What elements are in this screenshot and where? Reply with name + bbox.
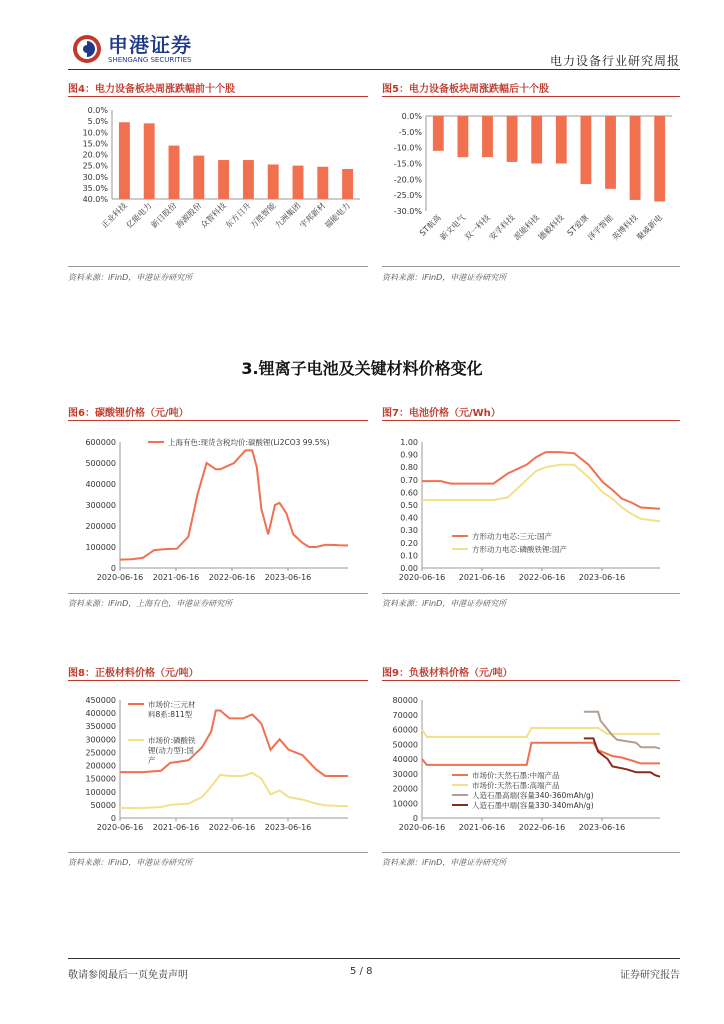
fig8-xtick: 2021-06-16 [152, 823, 200, 832]
fig7-ytick: 0.70 [400, 475, 418, 485]
fig5-bar [556, 116, 567, 164]
fig4-category-label: 新日股份 [149, 201, 179, 231]
fig7-title-rule [382, 420, 680, 421]
fig4-category-label: 九洲集团 [273, 201, 303, 231]
fig5-ytick: -20.0% [393, 175, 422, 185]
fig5-category-label: 聚威新电 [635, 213, 665, 243]
fig4-bar [293, 166, 304, 199]
fig9-ytick: 50000 [392, 740, 418, 750]
fig5-category-label: 泽宇智能 [585, 213, 615, 243]
fig4-ytick: 10.0% [82, 128, 108, 138]
fig4-title-rule [68, 96, 368, 97]
fig8-ytick: 350000 [85, 722, 116, 732]
fig8-source: 资料来源：iFinD，申港证券研究所 [68, 858, 193, 867]
fig7-ytick: 0.60 [400, 488, 418, 498]
fig6-source-rule [68, 593, 368, 594]
fig7-title: 图7：电池价格（元/Wh） [382, 408, 501, 419]
fig6-ytick: 200000 [85, 522, 116, 531]
fig6-xtick: 2021-06-16 [152, 573, 200, 582]
fig6-ytick: 400000 [85, 480, 116, 489]
fig4-bar [342, 169, 353, 199]
fig9-xtick: 2022-06-16 [518, 823, 566, 832]
fig5-title-rule [382, 96, 680, 97]
fig5-bar [457, 116, 468, 157]
fig5-source-rule [382, 266, 680, 267]
fig6-xtick: 2023-06-16 [264, 573, 312, 582]
fig5-category-label: 新文电气 [438, 213, 468, 243]
fig5-bar [531, 116, 542, 164]
fig4-ytick: 0.0% [87, 106, 108, 115]
fig4-bar [119, 122, 130, 199]
fig9-ytick: 70000 [392, 710, 418, 720]
fig8-legend-label: 产 [148, 756, 156, 765]
fig4-category-label: 万胜智能 [248, 201, 278, 231]
fig9-legend-label: 人造石墨高端(容量340-360mAh/g) [472, 791, 594, 800]
fig4-category-label: 正业科技 [99, 201, 129, 231]
fig5-bar [605, 116, 616, 189]
fig5-source: 资料来源：iFinD，申港证券研究所 [382, 273, 507, 282]
brand-emblem-icon [72, 34, 102, 64]
fig7-xtick: 2021-06-16 [458, 573, 506, 582]
fig4-ytick: 5.0% [87, 117, 108, 127]
fig9-ytick: 30000 [392, 769, 418, 779]
fig4-bar [193, 156, 204, 199]
fig8-ytick: 0 [110, 814, 116, 823]
fig8-legend-label: 市场价:磷酸铁 [148, 736, 196, 745]
fig4-ytick: 35.0% [82, 183, 108, 193]
fig8-ytick: 150000 [85, 774, 116, 784]
fig6-series-line [120, 450, 348, 559]
brand-logo [72, 34, 192, 64]
fig7-series-line [422, 465, 660, 522]
fig7-source: 资料来源：iFinD，申港证券研究所 [382, 599, 507, 608]
fig8-title-rule [68, 680, 368, 681]
fig6-xtick: 2020-06-16 [96, 573, 144, 582]
fig5-category-label: 英博科技 [610, 213, 640, 243]
fig5-title: 图5：电力设备板块周涨跌幅后十个股 [382, 84, 549, 95]
fig9-xtick: 2020-06-16 [398, 823, 446, 832]
fig7-xtick: 2023-06-16 [578, 573, 626, 582]
fig9-ytick: 20000 [392, 784, 418, 794]
fig6-title: 图6：碳酸锂价格（元/吨） [68, 408, 189, 419]
fig7-ytick: 0.10 [400, 551, 418, 561]
fig4-title: 图4：电力设备板块周涨跌幅前十个股 [68, 84, 235, 95]
fig4-ytick: 30.0% [82, 172, 108, 182]
fig7-ytick: 0.00 [400, 564, 418, 573]
fig5-ytick: -15.0% [393, 159, 422, 169]
fig9-ytick: 80000 [392, 696, 418, 705]
fig9-ytick: 0 [412, 814, 418, 823]
fig9-ytick: 10000 [392, 799, 418, 809]
fig7-chart [382, 424, 680, 584]
page-number: 5 / 8 [350, 966, 373, 977]
fig4-bar [317, 167, 328, 199]
fig7-source-rule [382, 593, 680, 594]
fig8-ytick: 50000 [90, 800, 116, 810]
fig9-legend-label: 市场价:天然石墨:高端产品 [472, 781, 560, 790]
fig6-ytick: 500000 [85, 459, 116, 468]
fig5-category-label: 德毅科技 [536, 213, 566, 243]
fig4-category-label: 海源股份 [174, 201, 204, 231]
fig5-bar [654, 116, 665, 202]
section-title: 3.锂离子电池及关键材料价格变化 [241, 359, 483, 378]
fig9-xtick: 2023-06-16 [578, 823, 626, 832]
fig5-ytick: -25.0% [393, 191, 422, 201]
fig6-ytick: 100000 [85, 543, 116, 552]
fig8-title: 图8：正极材料价格（元/吨） [68, 668, 199, 679]
fig9-source: 资料来源：iFinD，申港证券研究所 [382, 858, 507, 867]
fig6-ytick: 600000 [85, 438, 116, 447]
footer-divider [68, 958, 680, 959]
fig8-ytick: 100000 [85, 787, 116, 797]
fig7-ytick: 0.50 [400, 501, 418, 510]
fig5-category-label: ST航高 [417, 213, 443, 238]
fig9-ytick: 40000 [392, 755, 418, 764]
fig8-legend-label: 市场价:三元材 [148, 700, 196, 709]
fig7-legend-label: 方形动力电芯:磷酸铁锂:国产 [472, 545, 568, 554]
header-divider [68, 69, 680, 70]
fig8-chart [68, 684, 368, 842]
fig7-ytick: 0.90 [400, 450, 418, 460]
fig9-ytick: 60000 [392, 725, 418, 735]
fig8-legend-label: 料8系:811型 [148, 710, 193, 719]
fig4-ytick: 15.0% [82, 139, 108, 149]
fig8-ytick: 450000 [85, 696, 116, 705]
fig8-xtick: 2023-06-16 [264, 823, 312, 832]
fig6-ytick: 0 [110, 564, 116, 573]
fig6-chart [68, 424, 368, 584]
brand-name-en: SHENGANG SECURITIES [108, 55, 192, 64]
fig4-category-label: 宇邦新材 [298, 201, 328, 231]
fig9-xtick: 2021-06-16 [458, 823, 506, 832]
fig7-ytick: 1.00 [400, 438, 418, 447]
fig5-bar [580, 116, 591, 184]
fig4-ytick: 20.0% [82, 150, 108, 160]
fig7-ytick: 0.40 [400, 513, 418, 523]
fig9-series-line [422, 743, 660, 765]
fig7-xtick: 2020-06-16 [398, 573, 446, 582]
fig9-chart [382, 684, 680, 842]
fig5-category-label: ST爱康 [565, 213, 591, 238]
fig5-chart [382, 98, 680, 264]
brand-name-cn: 申港证券 [108, 32, 192, 57]
fig4-chart [68, 98, 368, 264]
fig5-ytick: -30.0% [393, 207, 422, 216]
fig4-category-label: 众智科技 [199, 201, 229, 231]
fig8-xtick: 2022-06-16 [208, 823, 256, 832]
fig4-source-rule [68, 266, 368, 267]
fig4-category-label: 福能电力 [323, 201, 353, 231]
fig7-ytick: 0.30 [400, 526, 418, 536]
fig5-ytick: 0.0% [401, 112, 422, 121]
report-type: 电力设备行业研究周报 [549, 54, 680, 68]
fig5-bar [433, 116, 444, 151]
fig4-bar [169, 146, 180, 199]
fig8-ytick: 200000 [85, 761, 116, 771]
fig4-bar [268, 165, 279, 199]
fig4-category-label: 亿能电力 [124, 201, 154, 231]
fig4-category-label: 东方日升 [223, 201, 253, 231]
fig4-bar [218, 160, 229, 199]
fig9-title-rule [382, 680, 680, 681]
fig6-title-rule [68, 420, 368, 421]
fig7-xtick: 2022-06-16 [518, 573, 566, 582]
fig4-bar [144, 123, 155, 199]
fig9-title: 图9：负极材料价格（元/吨） [382, 668, 513, 679]
fig6-legend-label: 上海有色:现货含税均价:碳酸锂(Li2CO3 99.5%) [168, 438, 330, 447]
fig4-ytick: 40.0% [82, 195, 108, 204]
fig4-ytick: 25.0% [82, 161, 108, 171]
fig9-legend-label: 市场价:天然石墨:中端产品 [472, 771, 560, 780]
fig7-ytick: 0.80 [400, 463, 418, 473]
fig5-bar [507, 116, 518, 162]
fig5-ytick: -5.0% [398, 127, 422, 137]
fig6-xtick: 2022-06-16 [208, 573, 256, 582]
fig9-series-line [422, 728, 660, 737]
fig6-ytick: 300000 [85, 501, 116, 510]
fig8-legend-label: 锂(动力型):国 [148, 746, 194, 755]
fig7-ytick: 0.20 [400, 538, 418, 548]
fig5-category-label: 派能科技 [512, 213, 542, 243]
fig9-source-rule [382, 852, 680, 853]
fig5-category-label: 安孚科技 [487, 213, 517, 243]
fig5-bar [630, 116, 641, 200]
fig5-ytick: -10.0% [393, 143, 422, 153]
fig8-ytick: 300000 [85, 735, 116, 745]
fig5-category-label: 双一科技 [462, 213, 492, 243]
fig5-bar [482, 116, 493, 157]
fig8-ytick: 400000 [85, 709, 116, 719]
fig6-source: 资料来源：iFinD，上海有色，申港证券研究所 [68, 599, 233, 608]
fig8-xtick: 2020-06-16 [96, 823, 144, 832]
footer-doc-type: 证券研究报告 [620, 970, 680, 981]
fig8-source-rule [68, 852, 368, 853]
fig8-ytick: 250000 [85, 748, 116, 758]
fig8-series-line [120, 773, 348, 808]
fig9-legend-label: 人造石墨中端(容量330-340mAh/g) [472, 801, 594, 810]
fig4-bar [243, 160, 254, 199]
footer-disclaimer: 敬请参阅最后一页免责声明 [68, 970, 188, 981]
fig7-legend-label: 方形动力电芯:三元:国产 [472, 532, 553, 541]
fig4-source: 资料来源：iFinD，申港证券研究所 [68, 273, 193, 282]
